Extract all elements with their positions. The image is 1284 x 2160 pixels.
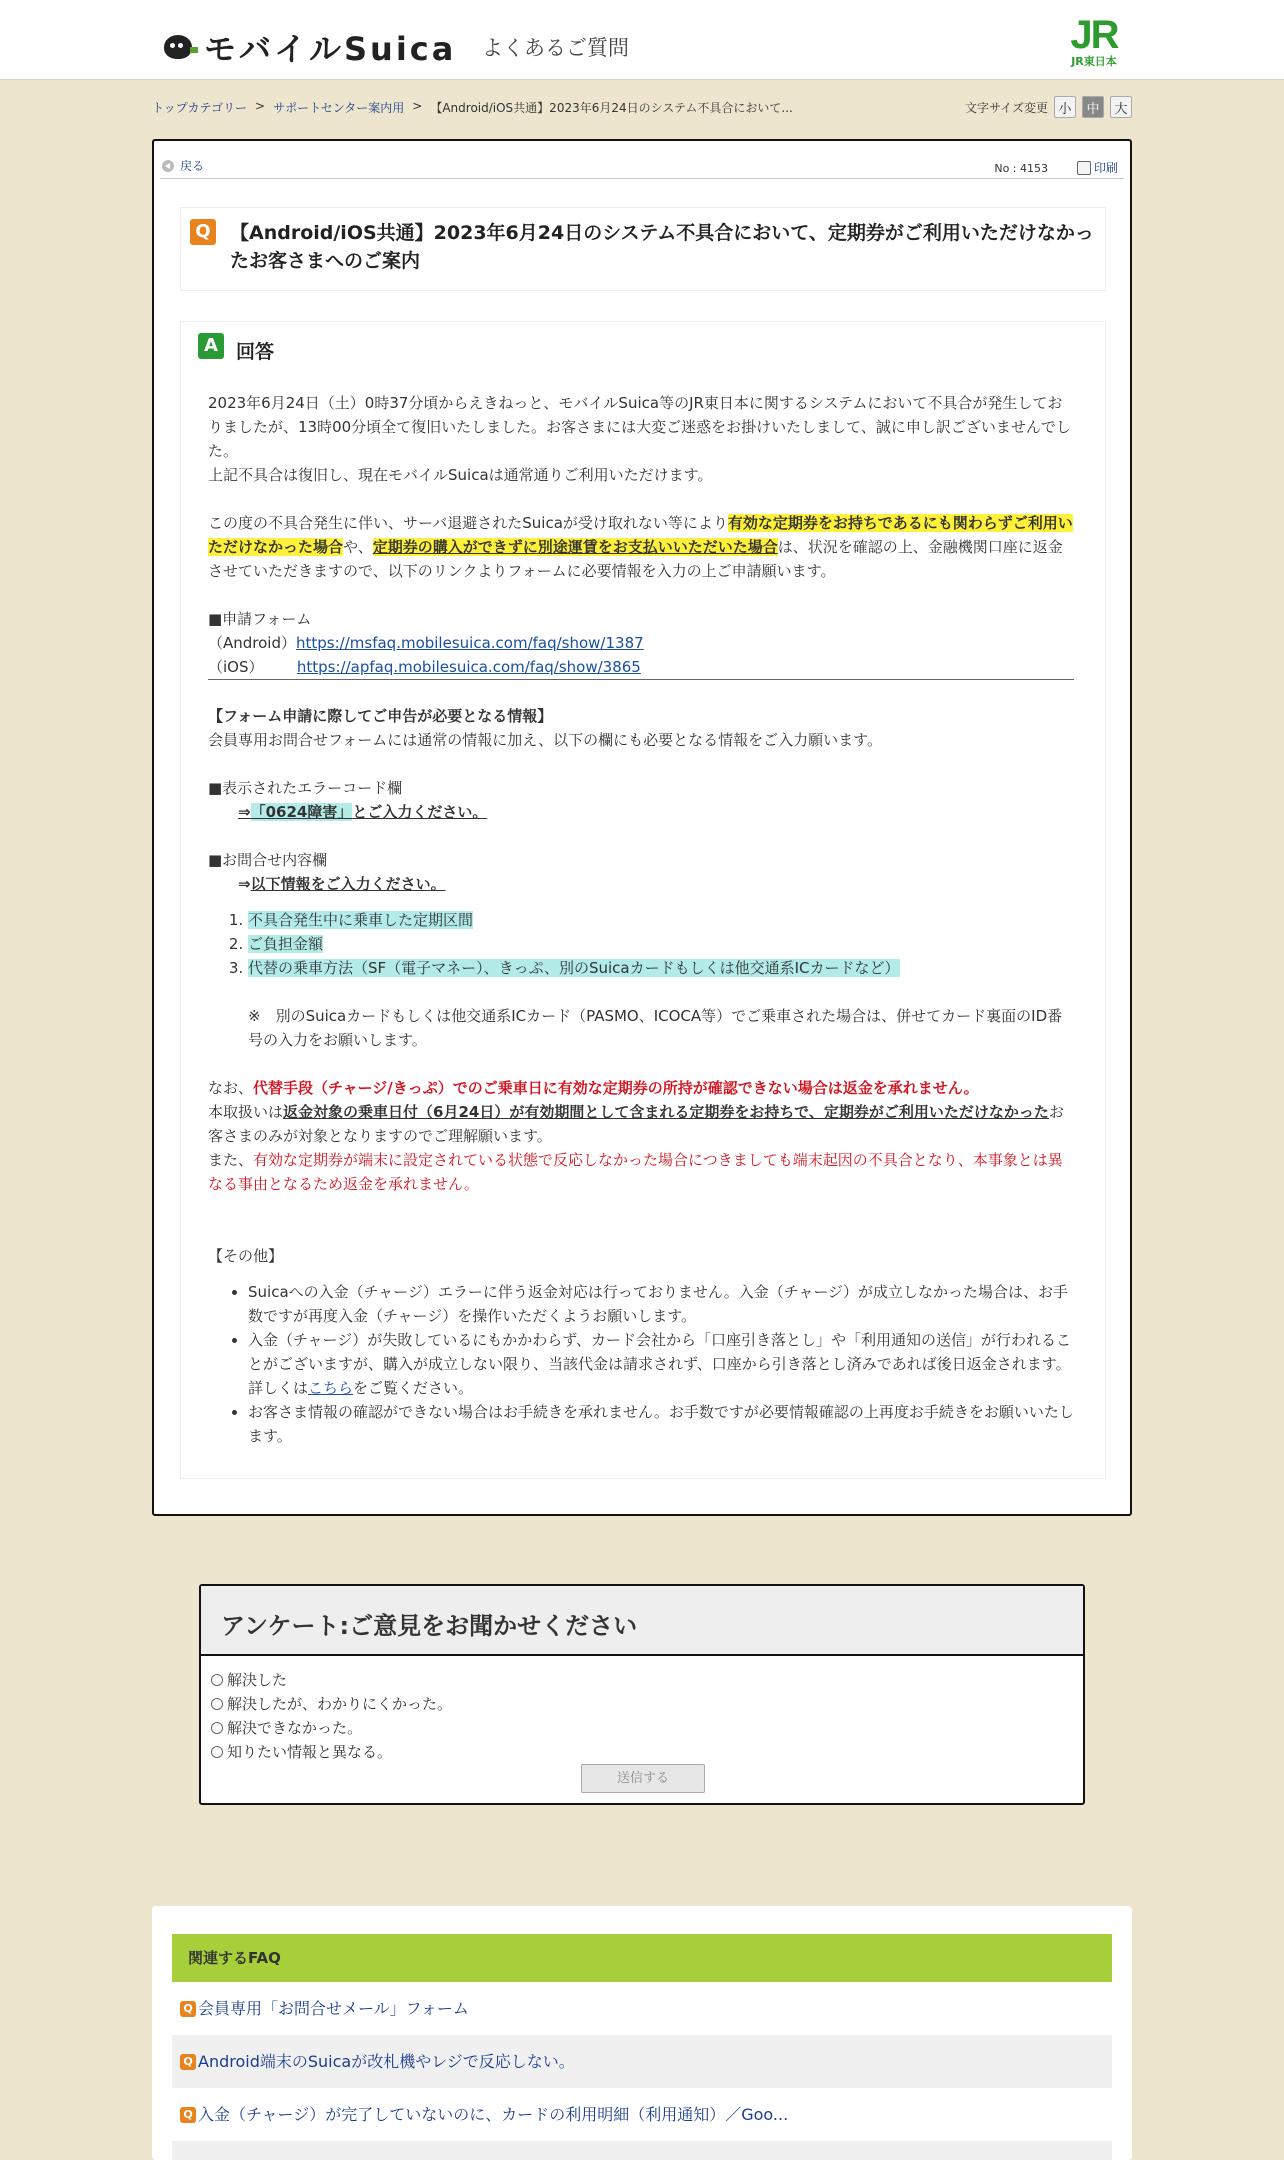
faq-number: No : 4153 (994, 162, 1048, 175)
highlight-text: 定期券の購入ができずに別途運賃をお支払いいただいた場合 (372, 538, 778, 556)
question-icon: Q (180, 2001, 196, 2017)
site-header (0, 0, 1284, 80)
faq-article (152, 139, 1132, 1516)
error-code-value: 「0624障害」 (250, 803, 353, 821)
font-size-small-button[interactable]: 小 (1054, 96, 1076, 118)
answer-title: 回答 (236, 341, 275, 363)
refund-note: 本取扱いは返金対象の乗車日付（6月24日）が有効期間として含まれる定期券をお持ちで、定期券がご利用いただけなかったお客さまのみが対象となりますのでご理解願います。 (208, 1103, 1064, 1145)
info-text: 会員専用お問合せフォームには通常の情報に加え、以下の欄にも必要となる情報をご入力願います。 (208, 731, 882, 749)
related-faq-item[interactable] (172, 2035, 1112, 2088)
list-item: • Suicaへの入金（チャージ）エラーに伴う返金対応は行っておりません。入金（チャージ）が成立しなかった場合は、お手数ですが再度入金（チャージ）を操作いただくようお願いします。 (248, 1280, 1074, 1328)
question-title: 【Android/iOS共通】2023年6月24日のシステム不具合において、定期券がご利用いただけなかったお客さまへのご案内 (230, 222, 1094, 272)
error-code-instruction: ⇒「0624障害」とご入力ください。 (238, 803, 488, 821)
related-faq-link[interactable]: 入金（チャージ）が完了していないのに、カードの利用明細（利用通知）／Goo... (198, 2105, 789, 2124)
breadcrumb (152, 99, 793, 116)
printer-icon (1077, 161, 1091, 175)
mobile-suica-logo[interactable] (164, 24, 456, 70)
android-form-link[interactable]: https://msfaq.mobilesuica.com/faq/show/1387 (296, 634, 644, 652)
font-size-medium-button[interactable]: 中 (1082, 96, 1104, 118)
back-arrow-icon (162, 160, 174, 172)
breadcrumb-separator: > (412, 99, 423, 113)
ios-form-link[interactable]: https://apfaq.mobilesuica.com/faq/show/3865 (296, 658, 641, 676)
article-toolbar (160, 145, 1124, 179)
info-heading: 【フォーム申請に際してご申告が必要となる情報】 (208, 707, 553, 725)
survey-header (201, 1586, 1083, 1656)
related-faq-item[interactable] (172, 1982, 1112, 2035)
radio-button[interactable] (211, 1722, 223, 1734)
radio-button[interactable] (211, 1674, 223, 1686)
print-button[interactable] (1077, 159, 1118, 176)
breadcrumb-current: 【Android/iOS共通】2023年6月24日のシステム不具合において... (430, 101, 793, 115)
ic-card-note: ※ 別のSuicaカードもしくは他交通系ICカード（PASMO、ICOCA等）でご乗車された場合は、併せてカード裏面のID番号の入力をお願いします。 (248, 1007, 1063, 1049)
answer-body (208, 391, 1074, 1448)
header-title: よくあるご質問 (482, 36, 629, 60)
android-form-line: （Android）https://msfaq.mobilesuica.com/faq/show/1387 (208, 634, 644, 652)
related-faq-title: 関連するFAQ (172, 1934, 1112, 1982)
breadcrumb-top-category[interactable]: トップカテゴリー (152, 101, 248, 115)
breadcrumb-separator: > (255, 99, 266, 113)
related-faq-item[interactable] (172, 2141, 1112, 2160)
error-code-heading: ■表示されたエラーコード欄 (208, 779, 403, 797)
font-size-large-button[interactable]: 大 (1110, 96, 1132, 118)
ios-form-line: （iOS） https://apfaq.mobilesuica.com/faq/show/3865 (208, 658, 641, 676)
back-link[interactable] (162, 157, 204, 174)
inquiry-heading: ■お問合せ内容欄 (208, 851, 328, 869)
print-label[interactable]: 印刷 (1093, 161, 1118, 175)
answer-paragraph: 上記不具合は復旧し、現在モバイルSuicaは通常通りご利用いただけます。 (208, 466, 713, 484)
question-icon: Q (180, 2054, 196, 2070)
related-faq-panel (152, 1906, 1132, 2160)
list-item: • 入金（チャージ）が失敗しているにもかかわらず、カード会社から「口座引き落とし」や「利用通知の送信」が行われることがございますが、購入が成立しない限り、当該代金は請求されず、口座から引き落とし済みであれば後日返金されます。詳しくはこちらをご覧ください。 (248, 1328, 1074, 1400)
survey-option[interactable]: 解決した (211, 1668, 452, 1692)
back-label[interactable]: 戻る (180, 159, 205, 173)
question-icon: Q (180, 2107, 196, 2123)
submit-button[interactable]: 送信する (581, 1764, 705, 1793)
required-info-list (248, 908, 1074, 980)
survey-panel (199, 1584, 1085, 1805)
logo-text: モバイルSuica (204, 30, 457, 68)
radio-button[interactable] (211, 1746, 223, 1758)
answer-icon: A (198, 333, 224, 359)
list-item: 1. 不具合発生中に乗車した定期区間 (248, 908, 1074, 932)
inquiry-instruction: ⇒以下情報をご入力ください。 (238, 875, 446, 893)
refund-note: なお、代替手段（チャージ/きっぷ）でのご乗車日に有効な定期券の所持が確認できない場合は返金を承れません。 (208, 1079, 979, 1097)
radio-button[interactable] (211, 1698, 223, 1710)
list-item: 3. 代替の乗車方法（SF（電子マネー）、きっぷ、別のSuicaカードもしくは他交通系ICカードなど） (248, 956, 1074, 980)
survey-option[interactable]: 知りたい情報と異なる。 (211, 1740, 452, 1764)
jr-logo-mark: JR (1070, 13, 1118, 57)
font-size-label: 文字サイズ変更 (964, 100, 1048, 115)
refund-note: また、有効な定期券が端末に設定されている状態で反応しなかった場合につきましても端末起因の不具合となり、本事象とは異なる事由となるため返金を承れません。 (208, 1151, 1063, 1193)
font-size-switcher (965, 96, 1132, 118)
related-faq-link[interactable]: Android端末のSuicaが改札機やレジで反応しない。 (198, 2052, 575, 2071)
list-item: 2. ご負担金額 (248, 932, 1074, 956)
other-heading: 【その他】 (208, 1247, 284, 1265)
related-faq-link[interactable]: 会員専用「お問合せメール」フォーム (198, 1999, 469, 2018)
list-item: • お客さま情報の確認ができない場合はお手続きを承れません。お手数ですが必要情報確認の上再度お手続きをお願いいたします。 (248, 1400, 1074, 1448)
survey-title: アンケート:ご意見をお聞かせください (221, 1612, 638, 1640)
jr-logo-subtext: JR東日本 (1071, 55, 1117, 68)
survey-option[interactable]: 解決したが、わかりにくかった。 (211, 1692, 452, 1716)
jr-east-logo[interactable] (1056, 14, 1132, 70)
related-faq-item[interactable] (172, 2088, 1112, 2141)
highlight-text: 有効な定期券をお持ちであるにも関わらずご利用いただけなかった場合 (208, 514, 1073, 556)
survey-options (211, 1668, 452, 1764)
other-list (248, 1280, 1074, 1448)
question-icon: Q (190, 219, 216, 245)
form-heading: ■申請フォーム (208, 610, 312, 628)
breadcrumb-support-center[interactable]: サポートセンター案内用 (273, 101, 405, 115)
penguin-icon (164, 31, 200, 63)
details-link[interactable]: こちら (308, 1379, 354, 1397)
answer-paragraph: この度の不具合発生に伴い、サーバ退避されたSuicaが受け取れない等により有効な定期券をお持ちであるにも関わらずご利用いただけなかった場合や、定期券の購入ができずに別途運賃をお支払いいただいた場合は、状況を確認の上、金融機関口座に返金させていただきますので、以下のリンクよりフォームに必要情報を入力の上ご申請願います。 (208, 514, 1073, 580)
survey-option[interactable]: 解決できなかった。 (211, 1716, 452, 1740)
answer-paragraph: 2023年6月24日（土）0時37分頃からえきねっと、モバイルSuica等のJR東日本に関するシステムにおいて不具合が発生しておりましたが、13時00分頃全て復旧いたしました。お客さまには大変ご迷惑をお掛けいたしまして、誠に申し訳ございませんでした。 (208, 394, 1071, 460)
